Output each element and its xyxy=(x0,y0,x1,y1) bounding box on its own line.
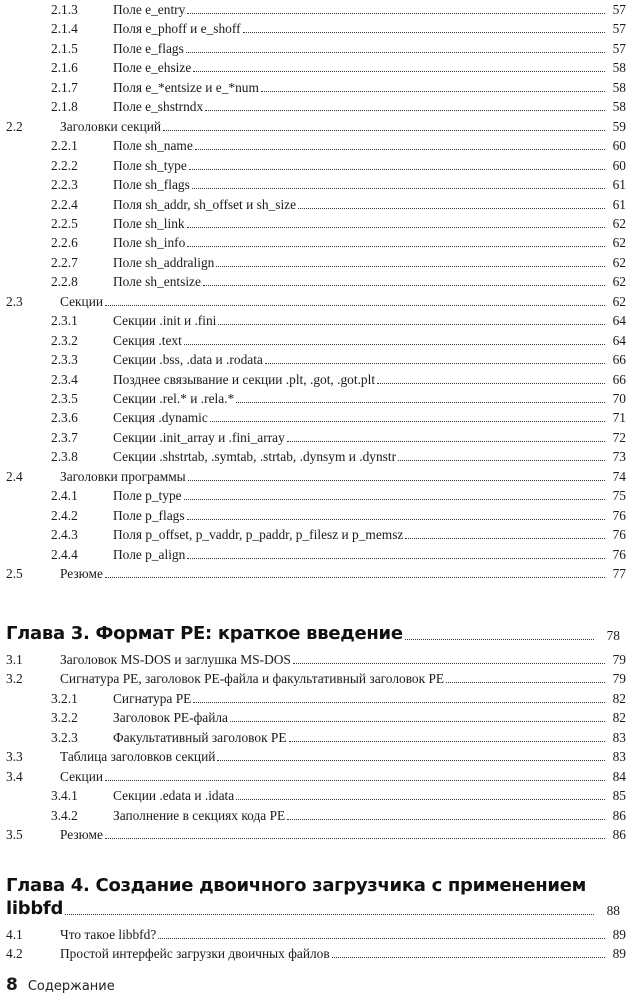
section-title: Резюме xyxy=(60,566,103,582)
section-number: 2.4.2 xyxy=(51,507,78,523)
section-number: 2.3 xyxy=(6,293,23,309)
section-number: 3.5 xyxy=(6,827,23,843)
chapter-page-number: 78 xyxy=(606,628,620,643)
entry-line xyxy=(113,806,626,825)
toc-entry[interactable] xyxy=(0,253,626,272)
toc-entry[interactable] xyxy=(0,136,626,155)
chapter-heading-line: Глава 4. Создание двоичного загрузчика с применением xyxy=(6,875,587,896)
dot-leader xyxy=(186,51,605,53)
section-number: 2.2.8 xyxy=(51,274,78,290)
chapter-title: Глава 3. Формат PE: краткое введение xyxy=(6,623,403,644)
dot-leader xyxy=(184,498,605,500)
page-number: 71 xyxy=(612,410,626,426)
entry-line xyxy=(113,39,626,58)
entry-line xyxy=(60,650,626,669)
dot-leader xyxy=(65,913,594,915)
section-number: 2.1.5 xyxy=(51,40,78,56)
entry-line xyxy=(60,467,626,486)
section-title: Секции .rel.* и .rela.* xyxy=(113,391,235,406)
page-number: 79 xyxy=(612,671,626,687)
section-title: Поле sh_addralign xyxy=(113,254,215,270)
dot-leader xyxy=(405,638,594,640)
section-number: 2.2.2 xyxy=(51,157,78,173)
section-title: Поле p_align xyxy=(113,546,186,562)
entry-line xyxy=(113,233,626,252)
page-number: 85 xyxy=(612,788,626,804)
dot-leader xyxy=(216,265,605,267)
page-number: 83 xyxy=(612,729,626,745)
entry-line xyxy=(113,786,626,805)
section-number: 2.1.8 xyxy=(51,99,78,115)
toc-entry[interactable] xyxy=(0,767,626,786)
page-number: 59 xyxy=(612,118,626,134)
chapter-title: libbfd xyxy=(6,898,64,919)
page-number: 60 xyxy=(612,138,626,154)
section-number: 2.2.6 xyxy=(51,235,78,251)
section-title: Секции xyxy=(60,293,104,309)
page-number: 79 xyxy=(612,652,626,667)
page-number: 74 xyxy=(612,468,626,484)
entry-line xyxy=(60,767,626,786)
dot-leader xyxy=(188,479,605,481)
entry-line xyxy=(113,97,626,116)
dot-leader xyxy=(203,284,605,286)
section-title: Заголовок PE-файла xyxy=(113,710,228,726)
page-number: 86 xyxy=(612,807,626,823)
page-number: 8 xyxy=(6,975,18,995)
toc-entry[interactable] xyxy=(0,195,626,214)
running-head: Содержание xyxy=(27,979,115,994)
entry-line xyxy=(113,19,626,38)
page-number: 75 xyxy=(612,488,626,504)
section-number: 2.2.5 xyxy=(51,215,78,231)
dot-leader xyxy=(243,31,605,33)
section-title: Заголовки секций xyxy=(60,118,162,134)
toc-entry[interactable] xyxy=(0,806,626,825)
section-number: 2.5 xyxy=(6,566,23,582)
dot-leader xyxy=(189,168,605,170)
section-number: 2.2.7 xyxy=(51,254,78,270)
dot-leader xyxy=(195,148,605,150)
toc-entry[interactable] xyxy=(0,428,626,447)
entry-line xyxy=(113,728,626,747)
toc-entry[interactable] xyxy=(0,944,626,963)
entry-line xyxy=(60,292,626,311)
section-number: 2.3.7 xyxy=(51,429,78,445)
toc-entry[interactable] xyxy=(0,370,626,389)
entry-line xyxy=(113,408,626,427)
dot-leader xyxy=(187,518,605,520)
dot-leader xyxy=(187,245,605,247)
entry-line xyxy=(113,253,626,272)
page-footer xyxy=(6,975,115,997)
section-number: 2.1.7 xyxy=(51,79,78,95)
section-title: Поля e_phoff и e_shoff xyxy=(113,21,241,37)
section-number: 3.2.3 xyxy=(51,729,78,745)
page-number: 62 xyxy=(612,293,626,309)
section-title: Поля e_*entsize и e_*num xyxy=(113,79,259,95)
toc-entry[interactable] xyxy=(0,78,626,97)
entry-line xyxy=(113,331,626,350)
entry-line xyxy=(113,156,626,175)
page-number: 77 xyxy=(612,566,626,582)
section-title: Секции .init_array и .fini_array xyxy=(113,429,285,445)
section-number: 2.4.3 xyxy=(51,527,78,543)
entry-line xyxy=(113,428,626,447)
section-title: Заполнение в секциях кода PE xyxy=(113,807,286,823)
toc-entry[interactable] xyxy=(0,19,626,38)
section-title: Секции .shstrtab, .symtab, .strtab, .dynsym и .dynstr xyxy=(113,449,397,465)
entry-line xyxy=(113,525,626,544)
page-number: 76 xyxy=(612,507,626,523)
dot-leader xyxy=(192,187,605,189)
dot-leader xyxy=(265,362,605,364)
page-number: 58 xyxy=(612,79,626,95)
dot-leader xyxy=(261,90,605,92)
toc-entry[interactable] xyxy=(0,925,626,944)
section-number: 3.4 xyxy=(6,768,23,784)
section-title: Поле sh_type xyxy=(113,157,187,173)
toc-entry[interactable] xyxy=(0,233,626,252)
entry-line xyxy=(113,389,626,408)
entry-line xyxy=(113,58,626,77)
section-title: Поле sh_flags xyxy=(113,177,190,193)
section-number: 3.1 xyxy=(6,652,23,667)
toc-entry[interactable] xyxy=(0,331,626,350)
section-title: Факультативный заголовок PE xyxy=(113,729,287,745)
entry-line xyxy=(113,136,626,155)
section-title: Поле p_flags xyxy=(113,507,185,523)
section-number: 3.2.2 xyxy=(51,710,78,726)
dot-leader xyxy=(230,720,605,722)
section-number: 2.3.2 xyxy=(51,332,78,348)
dot-leader xyxy=(187,12,605,14)
page-number: 62 xyxy=(612,274,626,290)
toc-entry[interactable] xyxy=(0,311,626,330)
section-number: 2.3.6 xyxy=(51,410,78,426)
entry-line xyxy=(60,747,626,766)
entry-line xyxy=(113,311,626,330)
toc-entry[interactable] xyxy=(0,389,626,408)
section-title: Позднее связывание и секции .plt, .got, .got.plt xyxy=(113,371,376,387)
dot-leader xyxy=(298,207,605,209)
dot-leader xyxy=(193,70,605,72)
section-title: Поле p_type xyxy=(113,488,182,504)
section-title: Простой интерфейс загрузки двоичных файлов xyxy=(60,946,330,962)
entry-line xyxy=(113,214,626,233)
entry-line xyxy=(113,486,626,505)
page-number: 76 xyxy=(612,546,626,562)
entry-line xyxy=(113,370,626,389)
section-number: 3.2.1 xyxy=(51,690,78,706)
chapter-heading[interactable] xyxy=(6,624,620,644)
dot-leader xyxy=(105,304,605,306)
section-title: Поле sh_entsize xyxy=(113,274,201,290)
dot-leader xyxy=(105,837,605,839)
toc-entry[interactable] xyxy=(0,564,626,583)
section-number: 2.2.4 xyxy=(51,196,78,212)
dot-leader xyxy=(193,701,605,703)
dot-leader xyxy=(398,459,605,461)
page-number: 57 xyxy=(612,40,626,56)
section-number: 2.2 xyxy=(6,118,23,134)
toc-entry[interactable] xyxy=(0,486,626,505)
dot-leader xyxy=(187,557,605,559)
section-number: 3.2 xyxy=(6,671,23,687)
dot-leader xyxy=(187,226,605,228)
section-number: 2.1.4 xyxy=(51,21,78,37)
entry-line xyxy=(113,175,626,194)
entry-line xyxy=(113,447,626,466)
toc-entry[interactable] xyxy=(0,117,626,136)
section-number: 2.3.5 xyxy=(51,391,78,406)
section-title: Поля p_offset, p_vaddr, p_paddr, p_filesz и p_memsz xyxy=(113,527,404,543)
dot-leader xyxy=(287,818,605,820)
entry-line xyxy=(60,669,626,688)
section-number: 2.4 xyxy=(6,468,23,484)
toc-entry[interactable] xyxy=(0,467,626,486)
section-title: Секция .dynamic xyxy=(113,410,208,426)
dot-leader xyxy=(293,662,605,664)
section-number: 3.4.2 xyxy=(51,807,78,823)
dot-leader xyxy=(332,956,605,958)
page-number: 66 xyxy=(612,371,626,387)
section-number: 2.1.3 xyxy=(51,2,78,17)
section-number: 2.4.4 xyxy=(51,546,78,562)
section-title: Секции .bss, .data и .rodata xyxy=(113,352,263,368)
page-number: 64 xyxy=(612,313,626,329)
dot-leader xyxy=(236,401,605,403)
section-title: Заголовки программы xyxy=(60,468,186,484)
page-number: 89 xyxy=(612,946,626,962)
section-title: Поля sh_addr, sh_offset и sh_size xyxy=(113,196,297,212)
page-number: 73 xyxy=(612,449,626,465)
toc-entry[interactable] xyxy=(0,825,626,844)
toc-entry[interactable] xyxy=(0,39,626,58)
toc-entry[interactable] xyxy=(0,214,626,233)
toc-entry[interactable] xyxy=(0,689,626,708)
chapter-page-number: 88 xyxy=(606,903,620,918)
page-number: 58 xyxy=(612,60,626,76)
page-number: 89 xyxy=(612,927,626,942)
dot-leader xyxy=(236,798,605,800)
toc-entry[interactable] xyxy=(0,506,626,525)
page-number: 58 xyxy=(612,99,626,115)
entry-line xyxy=(113,350,626,369)
entry-line xyxy=(60,117,626,136)
page-number: 62 xyxy=(612,215,626,231)
dot-leader xyxy=(163,129,605,131)
entry-line xyxy=(60,944,626,963)
section-title: Секции xyxy=(60,768,104,784)
page-number: 83 xyxy=(612,749,626,765)
toc-entry[interactable] xyxy=(0,708,626,727)
section-title: Поле e_entry xyxy=(113,2,186,17)
toc-entry[interactable] xyxy=(0,408,626,427)
dot-leader xyxy=(377,382,605,384)
dot-leader xyxy=(287,440,605,442)
section-title: Сигнатура PE, заголовок PE-файла и факультативный заголовок PE xyxy=(60,671,445,687)
section-title: Поле e_ehsize xyxy=(113,60,192,76)
section-number: 2.1.6 xyxy=(51,60,78,76)
entry-line xyxy=(60,564,626,583)
page-number: 84 xyxy=(612,768,626,784)
toc-entry[interactable] xyxy=(0,58,626,77)
toc-entry[interactable] xyxy=(0,292,626,311)
toc-entry[interactable] xyxy=(0,156,626,175)
toc-entry[interactable] xyxy=(0,786,626,805)
section-number: 2.2.1 xyxy=(51,138,78,154)
toc-entry[interactable] xyxy=(0,650,626,669)
toc-entry[interactable] xyxy=(0,97,626,116)
section-title: Секции .init и .fini xyxy=(113,313,217,329)
section-number: 2.4.1 xyxy=(51,488,78,504)
toc-entry[interactable] xyxy=(0,350,626,369)
page-number: 82 xyxy=(612,710,626,726)
section-title: Секция .text xyxy=(113,332,182,348)
section-title: Поле sh_info xyxy=(113,235,186,251)
entry-line xyxy=(113,0,626,19)
page-number: 82 xyxy=(612,690,626,706)
section-number: 3.4.1 xyxy=(51,788,78,804)
section-title: Сигнатура PE xyxy=(113,690,192,706)
page-number: 61 xyxy=(612,177,626,193)
entry-line xyxy=(113,506,626,525)
toc-entry[interactable] xyxy=(0,447,626,466)
dot-leader xyxy=(210,420,605,422)
entry-line xyxy=(113,272,626,291)
entry-line xyxy=(113,708,626,727)
page-number: 57 xyxy=(612,21,626,37)
entry-line xyxy=(60,825,626,844)
section-title: Поле sh_link xyxy=(113,215,185,231)
toc-entry[interactable] xyxy=(0,747,626,766)
section-title: Что такое libbfd? xyxy=(60,927,157,942)
page-number: 57 xyxy=(612,2,626,17)
toc-entry[interactable] xyxy=(0,0,626,19)
section-title: Поле e_flags xyxy=(113,40,184,56)
section-title: Заголовок MS-DOS и заглушка MS-DOS xyxy=(60,652,291,667)
section-title: Поле sh_name xyxy=(113,138,193,154)
section-number: 2.2.3 xyxy=(51,177,78,193)
section-number: 4.1 xyxy=(6,927,23,942)
page-number: 76 xyxy=(612,527,626,543)
section-number: 4.2 xyxy=(6,946,23,962)
toc-entry[interactable] xyxy=(0,545,626,564)
dot-leader xyxy=(446,681,605,683)
dot-leader xyxy=(205,109,605,111)
page-number: 62 xyxy=(612,254,626,270)
section-number: 3.3 xyxy=(6,749,23,765)
dot-leader xyxy=(289,740,605,742)
dot-leader xyxy=(218,323,605,325)
dot-leader xyxy=(184,343,605,345)
dot-leader xyxy=(217,759,605,761)
toc-entry[interactable] xyxy=(0,175,626,194)
page-number: 61 xyxy=(612,196,626,212)
section-number: 2.3.1 xyxy=(51,313,78,329)
entry-line xyxy=(113,545,626,564)
page-number: 86 xyxy=(612,827,626,843)
toc-entry[interactable] xyxy=(0,272,626,291)
dot-leader xyxy=(105,576,605,578)
page-number: 64 xyxy=(612,332,626,348)
section-title: Резюме xyxy=(60,827,103,843)
toc-entry[interactable] xyxy=(0,525,626,544)
page-number: 72 xyxy=(612,429,626,445)
dot-leader xyxy=(105,779,605,781)
chapter-heading[interactable] xyxy=(6,899,620,919)
entry-line xyxy=(113,195,626,214)
page-number: 62 xyxy=(612,235,626,251)
section-number: 2.3.3 xyxy=(51,352,78,368)
toc-entry[interactable] xyxy=(0,669,626,688)
page-number: 66 xyxy=(612,352,626,368)
section-number: 2.3.4 xyxy=(51,371,78,387)
toc-entry[interactable] xyxy=(0,728,626,747)
section-number: 2.3.8 xyxy=(51,449,78,465)
page-number: 60 xyxy=(612,157,626,173)
section-title: Поле e_shstrndx xyxy=(113,99,204,115)
entry-line xyxy=(113,78,626,97)
entry-line xyxy=(60,925,626,944)
dot-leader xyxy=(158,937,605,939)
entry-line xyxy=(113,689,626,708)
section-title: Таблица заголовков секций xyxy=(60,749,216,765)
section-title: Секции .edata и .idata xyxy=(113,788,235,804)
page-number: 70 xyxy=(612,391,626,406)
dot-leader xyxy=(405,537,605,539)
